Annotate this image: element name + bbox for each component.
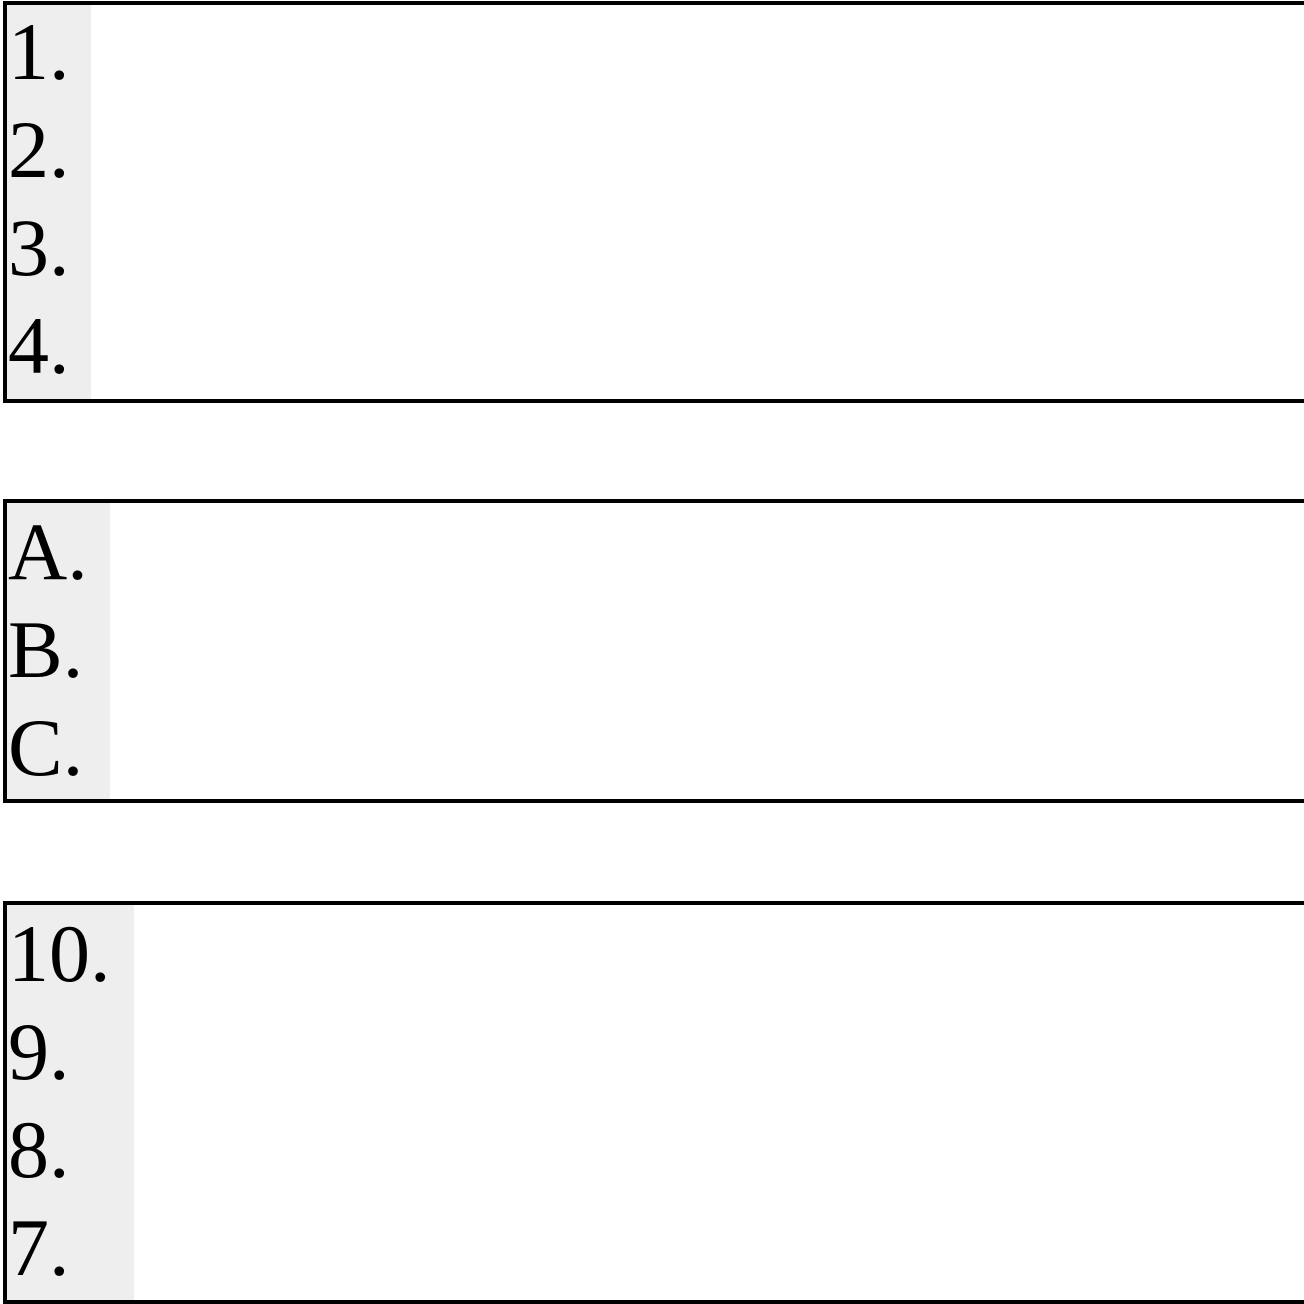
list-item-marker: 9. — [8, 1006, 70, 1097]
reversed-numbered-list — [3, 901, 1304, 1304]
lettered-list — [3, 499, 1304, 803]
list-item-marker: 8. — [8, 1104, 70, 1195]
list-item-marker: 1. — [8, 6, 70, 97]
marker-column — [7, 503, 1304, 797]
list-item-marker: 10. — [8, 908, 111, 999]
list-item-marker: 2. — [8, 104, 70, 195]
list-item-marker: 7. — [8, 1202, 70, 1293]
marker-column — [7, 3, 1304, 395]
list-item-marker: A. — [8, 506, 88, 597]
numbered-list — [3, 1, 1304, 403]
marker-column — [7, 905, 1304, 1297]
list-item-marker: B. — [8, 604, 84, 695]
list-item-marker: 4. — [8, 300, 70, 391]
list-item-marker: C. — [8, 702, 84, 793]
list-item-marker: 3. — [8, 202, 70, 293]
